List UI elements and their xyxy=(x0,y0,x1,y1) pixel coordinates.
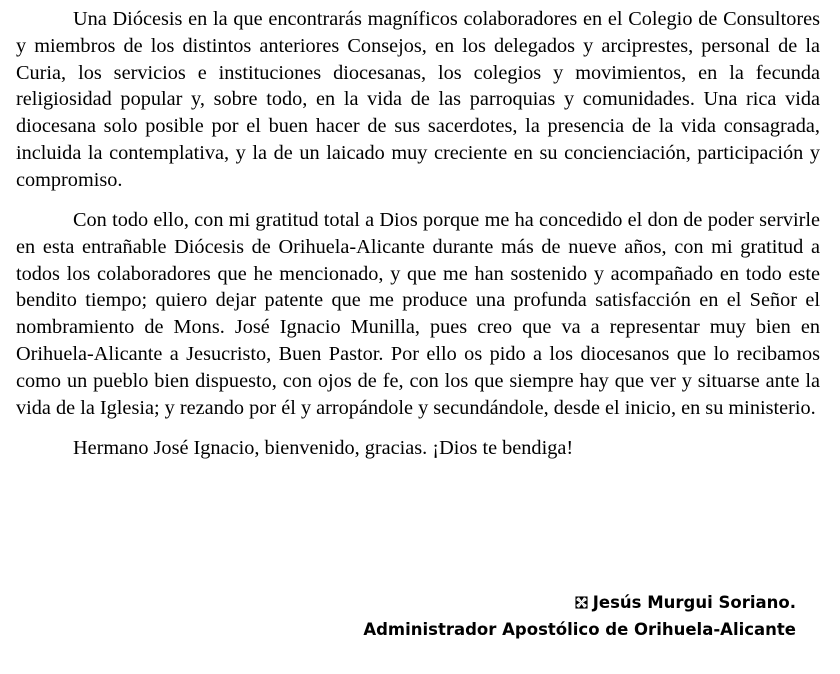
signature-name-line xyxy=(363,589,796,616)
signature-name: Jesús Murgui Soriano. xyxy=(592,593,796,612)
paragraph-gratitude: Con todo ello, con mi gratitud total a Dios porque me ha concedido el don de poder servirle en esta entrañable Diócesis de Orihuela-Alicante durante más de nueve años, con mi gratitud a todos los colaboradores que he mencionado, y que me han sostenido y acompañado en todo este bendito tiempo; quiero dejar patente que me produce una profunda satisfacción en el Señor el nombramiento de Mons. José Ignacio Munilla, pues creo que va a representar muy bien en Orihuela-Alicante a Jesucristo, Buen Pastor. Por ello os pido a los diocesanos que lo recibamos como un pueblo bien dispuesto, con ojos de fe, con los que siempre hay que ver y situarse ante la vida de la Iglesia; y rezando por él y arropándole y secundándole, desde el inicio, en su ministerio. xyxy=(16,209,820,419)
paragraph-diocese-description: Una Diócesis en la que encontrarás magníficos colaboradores en el Colegio de Consultores y miembros de los distintos anteriores Consejos, en los delegados y arciprestes, personal de la Curia, los servicios e instituciones diocesanas, los colegios y movimientos, en la fecunda religiosidad popular y, sobre todo, en la vida de las parroquias y comunidades. Una rica vida diocesana solo posible por el buen hacer de sus sacerdotes, la presencia de la vida consagrada, incluida la contemplativa, y la de un laicado muy creciente en su concienciación, participación y compromiso. xyxy=(16,8,820,191)
cross-pattee-icon xyxy=(575,596,588,609)
signature-title: Administrador Apostólico de Orihuela-Alicante xyxy=(363,620,796,639)
letter-body xyxy=(16,6,820,475)
signature-block xyxy=(363,589,796,643)
paragraph-welcome: Hermano José Ignacio, bienvenido, gracias. ¡Dios te bendiga! xyxy=(73,436,574,459)
